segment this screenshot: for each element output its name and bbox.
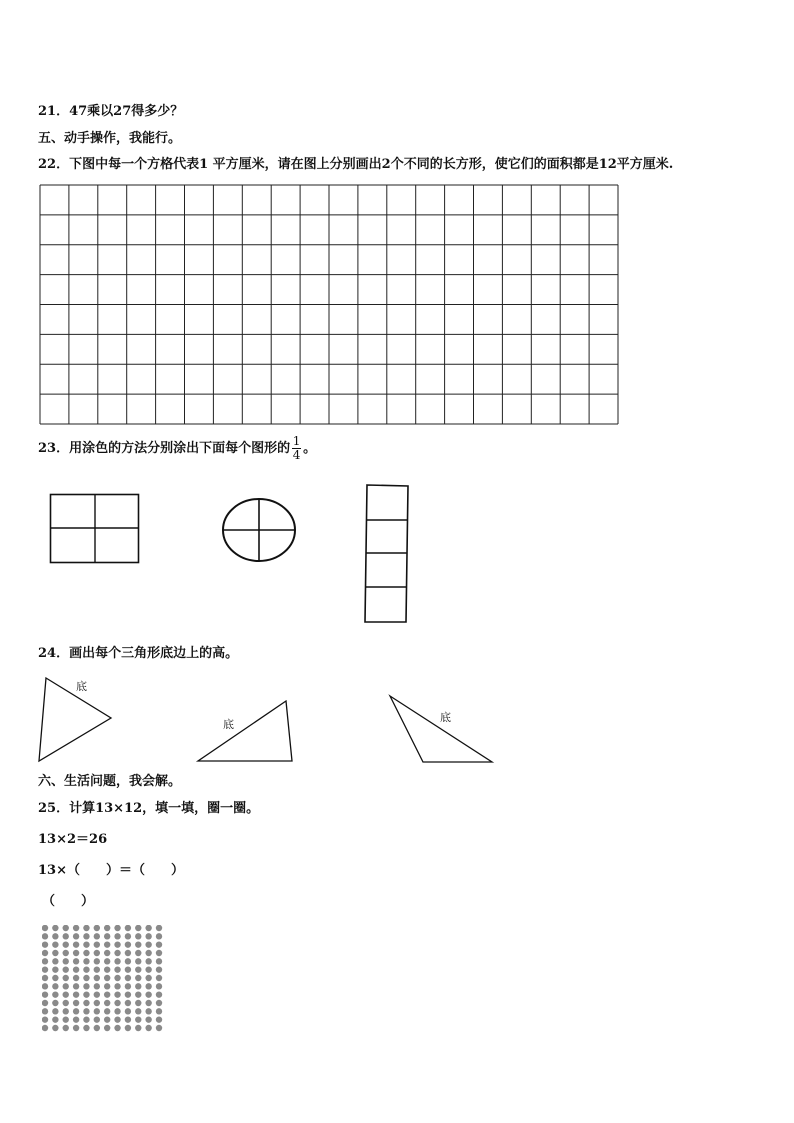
dot <box>156 1000 162 1006</box>
dot <box>114 1008 120 1014</box>
dot <box>156 1016 162 1022</box>
dot <box>104 925 110 931</box>
dot <box>83 1000 89 1006</box>
dot <box>42 1025 48 1031</box>
question-23 <box>38 434 316 464</box>
question-21: 21．47乘以27得多少？ <box>38 104 184 119</box>
dot <box>125 1000 131 1006</box>
equation-13x2: 13×2＝26 <box>38 832 108 847</box>
dot <box>63 933 69 939</box>
dot <box>145 991 151 997</box>
dot <box>83 1008 89 1014</box>
triangle-1 <box>36 675 116 765</box>
dot <box>42 933 48 939</box>
dot <box>145 925 151 931</box>
dot <box>104 975 110 981</box>
dot <box>83 991 89 997</box>
dot <box>73 1016 79 1022</box>
dot <box>94 966 100 972</box>
dot <box>63 975 69 981</box>
dot <box>135 966 141 972</box>
triangle-2 <box>195 698 295 768</box>
dot <box>135 975 141 981</box>
dot <box>114 966 120 972</box>
dot <box>42 991 48 997</box>
dot <box>145 941 151 947</box>
dot <box>42 925 48 931</box>
quartered-rectangle <box>49 493 141 565</box>
dot <box>104 1025 110 1031</box>
dot <box>52 1000 58 1006</box>
question-23-text: 23．用涂色的方法分别涂出下面每个图形的 <box>38 441 291 456</box>
stacked-squares-column <box>362 483 412 625</box>
dot <box>83 1016 89 1022</box>
dot <box>52 958 58 964</box>
equation-13x-blank: 13×（ ）＝（ ） <box>38 863 184 878</box>
dot <box>104 983 110 989</box>
dot <box>52 950 58 956</box>
dot <box>114 975 120 981</box>
dot <box>156 1008 162 1014</box>
dot <box>145 933 151 939</box>
dot <box>83 958 89 964</box>
dot <box>125 933 131 939</box>
triangle-2-base-label: 底 <box>223 718 234 731</box>
dot <box>83 933 89 939</box>
dot <box>52 941 58 947</box>
dot <box>73 933 79 939</box>
dot <box>145 1025 151 1031</box>
dot <box>63 1025 69 1031</box>
dot <box>94 1000 100 1006</box>
dot <box>52 1008 58 1014</box>
dot <box>125 1008 131 1014</box>
dot <box>125 1025 131 1031</box>
answer-blank: （ ） <box>42 894 95 909</box>
dot <box>73 975 79 981</box>
question-23-period: 。 <box>303 441 317 456</box>
triangle-3-base-label: 底 <box>440 711 451 724</box>
dot <box>114 950 120 956</box>
dot <box>94 1016 100 1022</box>
dot <box>94 975 100 981</box>
dot <box>94 950 100 956</box>
dot <box>42 950 48 956</box>
dot <box>104 1016 110 1022</box>
dot <box>83 950 89 956</box>
dot <box>94 991 100 997</box>
dot <box>63 941 69 947</box>
dot <box>83 941 89 947</box>
dot <box>94 925 100 931</box>
dot <box>156 975 162 981</box>
dot <box>52 1025 58 1031</box>
dot <box>63 966 69 972</box>
dot <box>63 925 69 931</box>
dot <box>42 1008 48 1014</box>
dot <box>94 941 100 947</box>
dot <box>135 1008 141 1014</box>
dot <box>125 925 131 931</box>
triangle-3 <box>386 693 496 765</box>
dot <box>73 966 79 972</box>
dot <box>83 1025 89 1031</box>
one-quarter-fraction <box>292 436 301 461</box>
dot <box>42 1016 48 1022</box>
dot <box>135 983 141 989</box>
fraction-denominator: 4 <box>292 448 301 462</box>
dot <box>114 991 120 997</box>
quartered-circle <box>221 498 299 564</box>
dot <box>156 941 162 947</box>
dot <box>94 1025 100 1031</box>
dot <box>156 983 162 989</box>
dot <box>145 1000 151 1006</box>
dot <box>125 991 131 997</box>
dot <box>83 983 89 989</box>
dot <box>104 958 110 964</box>
dot <box>73 991 79 997</box>
dot <box>125 958 131 964</box>
section-5-heading: 五、动手操作，我能行。 <box>38 131 182 146</box>
dot <box>145 966 151 972</box>
dot <box>73 925 79 931</box>
dot <box>125 1016 131 1022</box>
dot <box>104 1000 110 1006</box>
dot <box>42 1000 48 1006</box>
dot <box>114 983 120 989</box>
dot <box>125 975 131 981</box>
dot <box>104 1008 110 1014</box>
dot <box>156 933 162 939</box>
question-25: 25．计算13×12，填一填，圈一圈。 <box>38 801 260 816</box>
dot <box>135 925 141 931</box>
dot <box>114 933 120 939</box>
dot <box>114 1016 120 1022</box>
dot <box>42 958 48 964</box>
dot <box>42 966 48 972</box>
dot <box>156 925 162 931</box>
dot <box>52 925 58 931</box>
dot <box>145 950 151 956</box>
dot <box>135 1025 141 1031</box>
dot <box>52 966 58 972</box>
question-24: 24．画出每个三角形底边上的高。 <box>38 646 239 661</box>
dot <box>135 1016 141 1022</box>
dot <box>114 925 120 931</box>
dot <box>104 941 110 947</box>
question-22: 22．下图中每一个方格代表1 平方厘米，请在图上分别画出2个不同的长方形，使它们的面积都是12平方厘米. <box>38 157 674 172</box>
dot <box>42 941 48 947</box>
dot <box>73 983 79 989</box>
dot <box>94 958 100 964</box>
dot <box>52 975 58 981</box>
dot <box>73 941 79 947</box>
dot <box>94 983 100 989</box>
dot <box>42 975 48 981</box>
dot <box>83 925 89 931</box>
dot <box>145 1008 151 1014</box>
dot <box>52 1016 58 1022</box>
dot <box>83 975 89 981</box>
dot <box>145 958 151 964</box>
dot <box>63 950 69 956</box>
dot-array <box>42 925 166 1035</box>
dot <box>52 991 58 997</box>
dot <box>63 1000 69 1006</box>
dot <box>114 941 120 947</box>
dot <box>145 1016 151 1022</box>
dot <box>114 958 120 964</box>
square-grid <box>38 183 620 426</box>
dot <box>73 950 79 956</box>
dot <box>63 991 69 997</box>
dot <box>156 950 162 956</box>
dot <box>156 1025 162 1031</box>
dot <box>63 983 69 989</box>
dot <box>83 966 89 972</box>
dot <box>125 983 131 989</box>
dot <box>63 1008 69 1014</box>
dot <box>125 966 131 972</box>
dot <box>135 941 141 947</box>
dot <box>135 958 141 964</box>
dot <box>94 933 100 939</box>
fraction-numerator: 1 <box>292 434 301 448</box>
dot <box>104 933 110 939</box>
dot <box>145 983 151 989</box>
triangle-1-base-label: 底 <box>76 680 87 693</box>
dot <box>104 991 110 997</box>
dot <box>156 991 162 997</box>
dot <box>63 1016 69 1022</box>
dot <box>73 958 79 964</box>
dot <box>135 950 141 956</box>
dot <box>135 933 141 939</box>
dot <box>52 983 58 989</box>
dot <box>114 1000 120 1006</box>
dot <box>135 1000 141 1006</box>
dot <box>156 966 162 972</box>
dot <box>63 958 69 964</box>
section-6-heading: 六、生活问题，我会解。 <box>38 774 182 789</box>
dot <box>94 1008 100 1014</box>
dot <box>73 1008 79 1014</box>
dot <box>114 1025 120 1031</box>
dot <box>104 950 110 956</box>
dot <box>135 991 141 997</box>
dot <box>42 983 48 989</box>
dot <box>125 941 131 947</box>
dot <box>156 958 162 964</box>
dot <box>125 950 131 956</box>
dot <box>73 1000 79 1006</box>
dot <box>52 933 58 939</box>
dot <box>104 966 110 972</box>
dot <box>145 975 151 981</box>
dot <box>73 1025 79 1031</box>
